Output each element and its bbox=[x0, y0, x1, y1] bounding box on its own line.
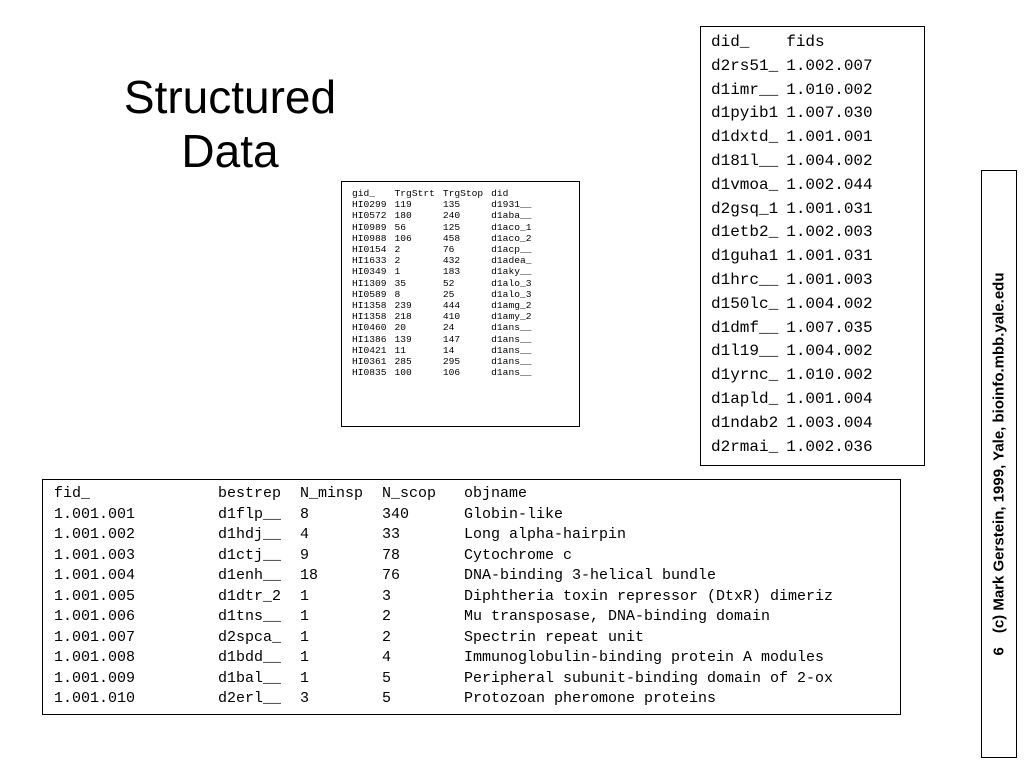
table-cell: d1dxtd_ bbox=[711, 128, 779, 147]
table-cell: 1.001.002 bbox=[54, 526, 136, 543]
table-row bbox=[352, 356, 539, 367]
table-cell: 285 bbox=[394, 356, 412, 368]
table-row bbox=[352, 311, 539, 322]
table-cell: 1.001.001 bbox=[786, 128, 873, 147]
table-cell: 1.001.003 bbox=[786, 270, 873, 289]
table-cell: 4 bbox=[382, 649, 392, 666]
table-cell: d1alo_3 bbox=[491, 277, 532, 289]
fold-table-panel bbox=[42, 479, 901, 715]
table-cell: 147 bbox=[442, 333, 461, 345]
table-cell: d1aco_2 bbox=[491, 232, 532, 244]
table-cell: Cytochrome c bbox=[464, 546, 573, 564]
table-row bbox=[711, 174, 873, 198]
table-cell: 20 bbox=[394, 322, 407, 334]
table-cell: 2 bbox=[382, 608, 392, 625]
table-cell: d181l__ bbox=[711, 151, 779, 170]
table-cell: d2rs51_ bbox=[711, 56, 779, 75]
table-cell: 1.001.031 bbox=[786, 247, 873, 266]
table-cell: 239 bbox=[394, 300, 412, 312]
table-cell: 1.001.009 bbox=[54, 669, 136, 687]
table-cell: d1bdd__ bbox=[218, 649, 282, 666]
table-row bbox=[711, 221, 873, 245]
table-cell: d1adea_ bbox=[491, 255, 532, 267]
table-cell: 11 bbox=[394, 344, 407, 356]
column-header: did_ bbox=[711, 33, 750, 51]
table-cell: 78 bbox=[382, 546, 401, 564]
table-cell: d1imr__ bbox=[711, 80, 779, 99]
table-cell: 218 bbox=[394, 311, 412, 323]
table-cell: 1.002.007 bbox=[786, 56, 873, 75]
table-cell: 3 bbox=[300, 690, 310, 707]
table-cell: 4 bbox=[300, 526, 310, 543]
table-cell: 1 bbox=[300, 628, 310, 646]
table-cell: d1apld_ bbox=[711, 389, 779, 408]
table-cell: HI0989 bbox=[352, 221, 387, 233]
table-cell: d1dmf__ bbox=[711, 318, 779, 337]
table-cell: 458 bbox=[442, 232, 461, 244]
table-cell: d1amg_2 bbox=[491, 300, 532, 312]
table-cell: Spectrin repeat unit bbox=[464, 628, 645, 646]
table-cell: d1aco_1 bbox=[491, 221, 532, 233]
table-cell: 1 bbox=[300, 587, 310, 605]
table-cell: 1.001.001 bbox=[54, 505, 136, 523]
table-row bbox=[711, 126, 873, 150]
table-row bbox=[711, 436, 873, 460]
column-header: objname bbox=[464, 485, 528, 502]
table-cell: 1.010.002 bbox=[786, 80, 873, 99]
table-cell: d1ndab2 bbox=[711, 413, 779, 432]
table-cell: d1aba__ bbox=[491, 210, 532, 222]
table-cell: 1.001.008 bbox=[54, 649, 136, 666]
gene-target-table bbox=[352, 188, 539, 378]
table-cell: d1hdj__ bbox=[218, 526, 282, 543]
table-cell: 106 bbox=[394, 232, 412, 244]
table-cell: d1vmoa_ bbox=[711, 175, 779, 194]
table-cell: 240 bbox=[442, 210, 461, 222]
table-row bbox=[711, 293, 873, 317]
table-row bbox=[352, 244, 539, 255]
table-cell: 1.010.002 bbox=[786, 366, 873, 385]
table-cell: DNA-binding 3-helical bundle bbox=[464, 567, 717, 584]
table-cell: 295 bbox=[442, 356, 461, 368]
table-cell: 125 bbox=[442, 221, 461, 233]
table-row bbox=[711, 150, 873, 174]
table-cell: d1ans__ bbox=[491, 333, 532, 345]
table-cell: 1.003.004 bbox=[786, 413, 873, 432]
column-header: fid_ bbox=[54, 485, 91, 502]
table-cell: d1hrc__ bbox=[711, 270, 779, 289]
table-cell: 1.001.010 bbox=[54, 690, 136, 707]
table-cell: d1ans__ bbox=[491, 322, 532, 334]
credit-sidebar bbox=[981, 170, 1017, 758]
table-row bbox=[352, 210, 539, 221]
table-cell: Globin-like bbox=[464, 505, 564, 523]
table-cell: 119 bbox=[394, 199, 412, 211]
table-cell: 1.001.006 bbox=[54, 608, 136, 625]
table-row bbox=[54, 648, 833, 669]
slide-title-line2: Data bbox=[181, 125, 279, 177]
table-cell: d1ctj__ bbox=[218, 546, 282, 564]
table-row bbox=[352, 345, 539, 356]
table-cell: 5 bbox=[382, 690, 392, 707]
table-cell: 340 bbox=[382, 505, 410, 523]
table-cell: 18 bbox=[300, 567, 319, 584]
table-cell: HI1633 bbox=[352, 255, 387, 267]
table-cell: d150lc_ bbox=[711, 294, 779, 313]
table-cell: 432 bbox=[442, 255, 461, 267]
table-cell: 1.001.004 bbox=[54, 567, 136, 584]
table-row bbox=[711, 317, 873, 341]
table-cell: Long alpha-hairpin bbox=[464, 526, 627, 543]
table-cell: 76 bbox=[442, 244, 455, 256]
table-cell: 76 bbox=[382, 567, 401, 584]
table-row bbox=[54, 689, 833, 710]
table-cell: Peripheral subunit-binding domain of 2-ox bbox=[464, 669, 834, 687]
table-cell: 1.001.003 bbox=[54, 546, 136, 564]
table-cell: 52 bbox=[442, 277, 455, 289]
table-cell: d1931__ bbox=[491, 199, 532, 211]
table-row bbox=[711, 245, 873, 269]
table-row bbox=[54, 587, 833, 608]
table-row bbox=[352, 334, 539, 345]
column-header: fids bbox=[786, 33, 825, 51]
table-cell: d2erl__ bbox=[218, 690, 282, 707]
table-cell: 1.001.004 bbox=[786, 389, 873, 408]
table-cell: 35 bbox=[394, 277, 407, 289]
table-cell: HI0421 bbox=[352, 344, 387, 356]
table-cell: 1.002.036 bbox=[786, 437, 873, 456]
table-header-row bbox=[54, 484, 833, 505]
table-row bbox=[711, 388, 873, 412]
table-cell: 2 bbox=[382, 628, 392, 646]
table-cell: 56 bbox=[394, 221, 407, 233]
table-cell: HI0589 bbox=[352, 288, 387, 300]
table-cell: Immunoglobulin-binding protein A modules bbox=[464, 649, 825, 666]
table-cell: d1tns__ bbox=[218, 608, 282, 625]
table-row bbox=[352, 233, 539, 244]
table-cell: 25 bbox=[442, 288, 455, 300]
page-number: 6 bbox=[990, 647, 1008, 656]
slide-title-line1: Structured bbox=[123, 71, 337, 123]
table-row bbox=[711, 412, 873, 436]
table-row bbox=[54, 525, 833, 546]
table-row bbox=[352, 367, 539, 378]
table-cell: 1 bbox=[300, 649, 310, 666]
column-header: bestrep bbox=[218, 485, 282, 502]
table-cell: HI0154 bbox=[352, 244, 387, 256]
table-header-row bbox=[352, 188, 539, 199]
table-cell: 1 bbox=[300, 669, 310, 687]
table-cell: d1alo_3 bbox=[491, 288, 532, 300]
table-cell: d1amy_2 bbox=[491, 311, 532, 323]
domain-fold-map-panel bbox=[700, 26, 925, 466]
domain-fold-map-table bbox=[711, 31, 873, 459]
table-cell: 1.007.030 bbox=[786, 104, 873, 123]
credit-line: (c) Mark Gerstein, 1999, Yale, bioinfo.mbb.yale.edu bbox=[990, 272, 1008, 634]
table-cell: d1bal__ bbox=[218, 669, 282, 687]
table-row bbox=[54, 546, 833, 567]
table-row bbox=[711, 102, 873, 126]
table-row bbox=[352, 300, 539, 311]
table-cell: 8 bbox=[300, 505, 310, 523]
table-cell: d2rmai_ bbox=[711, 437, 779, 456]
table-cell: d1ans__ bbox=[491, 344, 532, 356]
table-cell: 139 bbox=[394, 333, 412, 345]
table-row bbox=[54, 505, 833, 526]
table-cell: 183 bbox=[442, 266, 461, 278]
table-cell: HI0460 bbox=[352, 322, 387, 334]
table-cell: 1.002.003 bbox=[786, 223, 873, 242]
table-cell: 444 bbox=[442, 300, 461, 312]
table-row bbox=[352, 278, 539, 289]
table-row bbox=[711, 340, 873, 364]
column-header: TrgStrt bbox=[394, 188, 435, 199]
table-cell: d1aky__ bbox=[491, 266, 532, 278]
table-cell: d1ans__ bbox=[491, 367, 532, 379]
table-cell: 1.004.002 bbox=[786, 294, 873, 313]
table-cell: HI1358 bbox=[352, 300, 387, 312]
gene-target-table-panel bbox=[341, 181, 580, 427]
table-cell: d1pyib1 bbox=[711, 104, 779, 123]
table-cell: HI0349 bbox=[352, 266, 387, 278]
table-cell: HI1309 bbox=[352, 277, 387, 289]
credit-text bbox=[991, 272, 1008, 655]
table-row bbox=[352, 322, 539, 333]
table-cell: 9 bbox=[300, 546, 310, 564]
table-cell: Mu transposase, DNA-binding domain bbox=[464, 608, 771, 625]
table-cell: 14 bbox=[442, 344, 455, 356]
table-header-row bbox=[711, 31, 873, 55]
table-cell: 3 bbox=[382, 587, 392, 605]
table-cell: d2spca_ bbox=[218, 628, 282, 646]
fold-table bbox=[54, 484, 833, 710]
table-cell: 1 bbox=[300, 608, 310, 625]
table-cell: 1.007.035 bbox=[786, 318, 873, 337]
table-cell: 5 bbox=[382, 669, 392, 687]
table-cell: HI0835 bbox=[352, 367, 387, 379]
table-row bbox=[352, 199, 539, 210]
table-cell: HI0299 bbox=[352, 199, 387, 211]
table-cell: HI1386 bbox=[352, 333, 387, 345]
table-cell: HI0361 bbox=[352, 356, 387, 368]
table-cell: d1l19__ bbox=[711, 342, 779, 361]
table-cell: d1flp__ bbox=[218, 505, 282, 523]
table-row bbox=[54, 669, 833, 690]
column-header: TrgStop bbox=[442, 188, 484, 199]
column-header: N_scop bbox=[382, 485, 437, 502]
table-row bbox=[54, 566, 833, 587]
table-cell: 2 bbox=[394, 244, 401, 256]
table-cell: d1ans__ bbox=[491, 356, 532, 368]
table-cell: HI0572 bbox=[352, 210, 387, 222]
table-cell: HI0988 bbox=[352, 232, 387, 244]
table-cell: 1.001.031 bbox=[786, 199, 873, 218]
table-row bbox=[711, 364, 873, 388]
table-row bbox=[54, 607, 833, 628]
table-cell: 100 bbox=[394, 367, 412, 379]
table-row bbox=[54, 628, 833, 649]
table-row bbox=[711, 269, 873, 293]
table-cell: HI1358 bbox=[352, 311, 387, 323]
table-cell: 1 bbox=[394, 266, 401, 278]
table-row bbox=[352, 222, 539, 233]
table-cell: 1.001.007 bbox=[54, 628, 136, 646]
table-cell: 1.004.002 bbox=[786, 342, 873, 361]
table-cell: 180 bbox=[394, 210, 412, 222]
table-cell: d1dtr_2 bbox=[218, 587, 282, 605]
table-cell: 1.004.002 bbox=[786, 151, 873, 170]
table-cell: 1.002.044 bbox=[786, 175, 873, 194]
table-row bbox=[711, 79, 873, 103]
column-header: did bbox=[491, 188, 509, 199]
table-cell: 410 bbox=[442, 311, 461, 323]
column-header: gid_ bbox=[352, 188, 376, 199]
table-cell: 106 bbox=[442, 367, 461, 379]
table-cell: Diphtheria toxin repressor (DtxR) dimeriz bbox=[464, 587, 834, 605]
table-cell: d1enh__ bbox=[218, 567, 282, 584]
table-cell: 24 bbox=[442, 322, 455, 334]
table-cell: d1etb2_ bbox=[711, 223, 779, 242]
slide-title bbox=[95, 70, 365, 178]
table-row bbox=[352, 266, 539, 277]
column-header: N_minsp bbox=[300, 485, 364, 502]
table-cell: d1acp__ bbox=[491, 244, 532, 256]
table-cell: d1guha1 bbox=[711, 247, 779, 266]
table-cell: 33 bbox=[382, 526, 401, 543]
table-cell: d1yrnc_ bbox=[711, 366, 779, 385]
table-row bbox=[711, 55, 873, 79]
table-cell: d2gsq_1 bbox=[711, 199, 779, 218]
table-cell: 8 bbox=[394, 288, 401, 300]
table-cell: 2 bbox=[394, 255, 401, 267]
table-cell: 135 bbox=[442, 199, 461, 211]
table-cell: Protozoan pheromone proteins bbox=[464, 690, 717, 707]
table-row bbox=[352, 255, 539, 266]
table-row bbox=[711, 198, 873, 222]
table-cell: 1.001.005 bbox=[54, 587, 136, 605]
table-row bbox=[352, 289, 539, 300]
